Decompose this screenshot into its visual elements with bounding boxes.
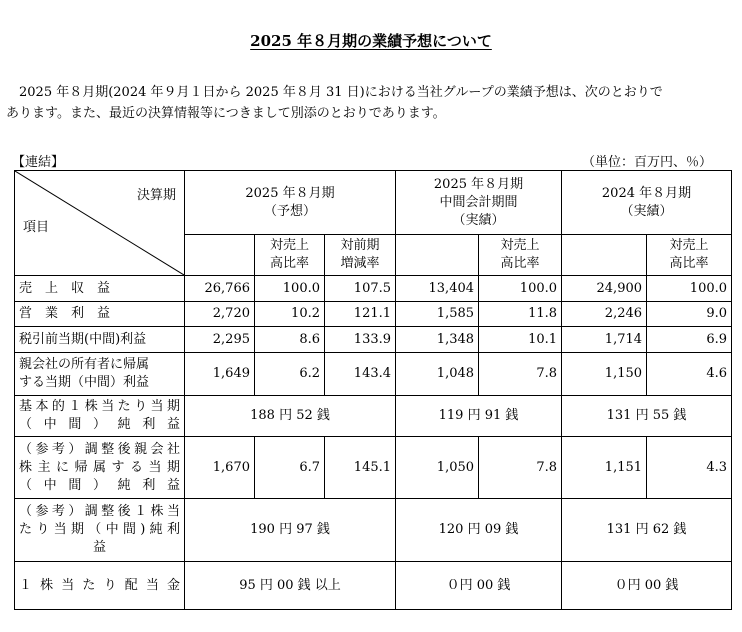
sub-header-ratio-b: 高比率 xyxy=(500,256,540,271)
table-row xyxy=(15,437,732,499)
cell-value: 1,348 xyxy=(396,327,479,353)
corner-header-cell xyxy=(15,171,185,276)
cell-value: 1,585 xyxy=(396,302,479,327)
row-label-adjusted-profit-b: 株主に帰属する当期 xyxy=(19,459,180,475)
table-row xyxy=(15,499,732,562)
cell-value: 2,295 xyxy=(185,327,255,353)
header-prior xyxy=(562,171,732,235)
cell-value: 1,048 xyxy=(396,353,479,396)
blank-sub-cell xyxy=(396,235,479,276)
cell-value: 6.2 xyxy=(255,353,325,396)
header-interim-line1: 2025 年８月期 xyxy=(433,176,524,192)
sub-header-change-a: 対前期 xyxy=(340,238,380,253)
cell-value: 121.1 xyxy=(325,302,396,327)
row-label-pretax-profit: 税引前当期(中間)利益 xyxy=(15,327,185,353)
cell-adjusted-eps-interim: 120 円 09 銭 xyxy=(396,499,562,562)
cell-value: 13,404 xyxy=(396,276,479,302)
row-label-adjusted-eps xyxy=(15,499,185,562)
table-row xyxy=(15,353,732,396)
cell-value: 100.0 xyxy=(255,276,325,302)
cell-dividend-forecast: 95 円 00 銭 以上 xyxy=(185,562,396,610)
row-label-adjusted-eps-a: （参考）調整後１株当 xyxy=(19,504,180,519)
table-row xyxy=(15,302,732,327)
sub-header-ratio-a: 対売上 xyxy=(669,238,709,253)
cell-value: 1,670 xyxy=(185,437,255,499)
cell-value: 10.2 xyxy=(255,302,325,327)
cell-eps-interim: 119 円 91 銭 xyxy=(396,396,562,437)
cell-value: 9.0 xyxy=(647,302,732,327)
blank-sub-cell xyxy=(562,235,647,276)
cell-eps-forecast: 188 円 52 銭 xyxy=(185,396,396,437)
cell-value: 24,900 xyxy=(562,276,647,302)
cell-value: 1,649 xyxy=(185,353,255,396)
cell-value: 2,246 xyxy=(562,302,647,327)
corner-period-label: 決算期 xyxy=(136,188,176,203)
intro-line-1: 2025 年８月期(2024 年９月１日から 2025 年８月 31 日)における当社グループの業績予想は、次のとおりで xyxy=(19,85,663,100)
cell-adjusted-eps-forecast: 190 円 97 銭 xyxy=(185,499,396,562)
header-prior-line1: 2024 年８月期 xyxy=(601,185,692,201)
cell-value: 8.6 xyxy=(255,327,325,353)
cell-dividend-prior: ０円 00 銭 xyxy=(562,562,732,610)
cell-value: 4.3 xyxy=(647,437,732,499)
sub-header-ratio-a: 対売上 xyxy=(269,238,309,253)
row-label-dividend: １株当たり配当金 xyxy=(15,562,185,610)
header-interim-line3: （実績） xyxy=(452,212,505,228)
blank-sub-cell xyxy=(185,235,255,276)
cell-value: 10.1 xyxy=(479,327,562,353)
sub-header-ratio xyxy=(647,235,732,276)
sub-header-change-b: 増減率 xyxy=(340,256,380,271)
intro-paragraph xyxy=(6,82,738,124)
cell-value: 4.6 xyxy=(647,353,732,396)
row-label-operating-profit: 営 業 利 益 xyxy=(15,302,185,327)
cell-adjusted-eps-prior: 131 円 62 銭 xyxy=(562,499,732,562)
row-label-eps-a: 基本的１株当たり当期 xyxy=(19,399,180,414)
cell-value: 107.5 xyxy=(325,276,396,302)
row-label-net-profit-a: 親会社の所有者に帰属 xyxy=(19,357,150,372)
page-title-text: 2025 年８月期の業績予想について xyxy=(250,32,492,50)
row-label-adjusted-profit-a: （参考）調整後親会社 xyxy=(19,441,180,457)
row-label-adjusted-eps-c: 益 xyxy=(92,540,106,555)
unit-label: （単位：百万円、％） xyxy=(581,155,712,170)
sub-header-change xyxy=(325,235,396,276)
row-label-net-profit xyxy=(15,353,185,396)
cell-value: 26,766 xyxy=(185,276,255,302)
cell-value: 11.8 xyxy=(479,302,562,327)
row-label-adjusted-eps-b: たり当期（中間)純利 xyxy=(19,522,180,537)
cell-value: 7.8 xyxy=(479,353,562,396)
table-row xyxy=(15,276,732,302)
row-label-eps xyxy=(15,396,185,437)
cell-eps-prior: 131 円 55 銭 xyxy=(562,396,732,437)
row-label-net-profit-b: する当期（中間）利益 xyxy=(19,375,150,390)
table-row xyxy=(15,396,732,437)
cell-dividend-interim: ０円 00 銭 xyxy=(396,562,562,610)
header-forecast-line1: 2025 年８月期 xyxy=(245,185,335,201)
row-label-revenue: 売 上 収 益 xyxy=(15,276,185,302)
row-label-eps-b: （中間）純利益 xyxy=(19,417,180,432)
header-forecast-line2: （予想） xyxy=(264,203,317,219)
section-label: 【連結】 xyxy=(12,155,65,170)
forecast-table xyxy=(14,170,732,610)
cell-value: 7.8 xyxy=(479,437,562,499)
row-label-adjusted-profit-c: （中間）純利益 xyxy=(19,477,180,493)
cell-value: 143.4 xyxy=(325,353,396,396)
sub-header-ratio-b: 高比率 xyxy=(269,256,309,271)
cell-value: 6.9 xyxy=(647,327,732,353)
cell-value: 100.0 xyxy=(647,276,732,302)
cell-value: 2,720 xyxy=(185,302,255,327)
cell-value: 145.1 xyxy=(325,437,396,499)
sub-header-ratio-b: 高比率 xyxy=(669,256,709,271)
page-title xyxy=(0,30,742,51)
cell-value: 100.0 xyxy=(479,276,562,302)
cell-value: 1,714 xyxy=(562,327,647,353)
cell-value: 6.7 xyxy=(255,437,325,499)
table-row xyxy=(15,327,732,353)
cell-value: 1,151 xyxy=(562,437,647,499)
header-prior-line2: （実績） xyxy=(620,203,673,219)
intro-line-2: あります。また、最近の決算情報等につきまして別添のとおりであります。 xyxy=(6,106,446,121)
cell-value: 1,050 xyxy=(396,437,479,499)
header-interim-line2: 中間会計期間 xyxy=(439,194,518,210)
sub-header-ratio xyxy=(255,235,325,276)
row-label-adjusted-profit xyxy=(15,437,185,499)
table-row xyxy=(15,562,732,610)
sub-header-ratio-a: 対売上 xyxy=(500,238,540,253)
corner-item-label: 項目 xyxy=(23,220,50,235)
cell-value: 1,150 xyxy=(562,353,647,396)
header-interim xyxy=(396,171,562,235)
header-forecast xyxy=(185,171,396,235)
sub-header-ratio xyxy=(479,235,562,276)
cell-value: 133.9 xyxy=(325,327,396,353)
